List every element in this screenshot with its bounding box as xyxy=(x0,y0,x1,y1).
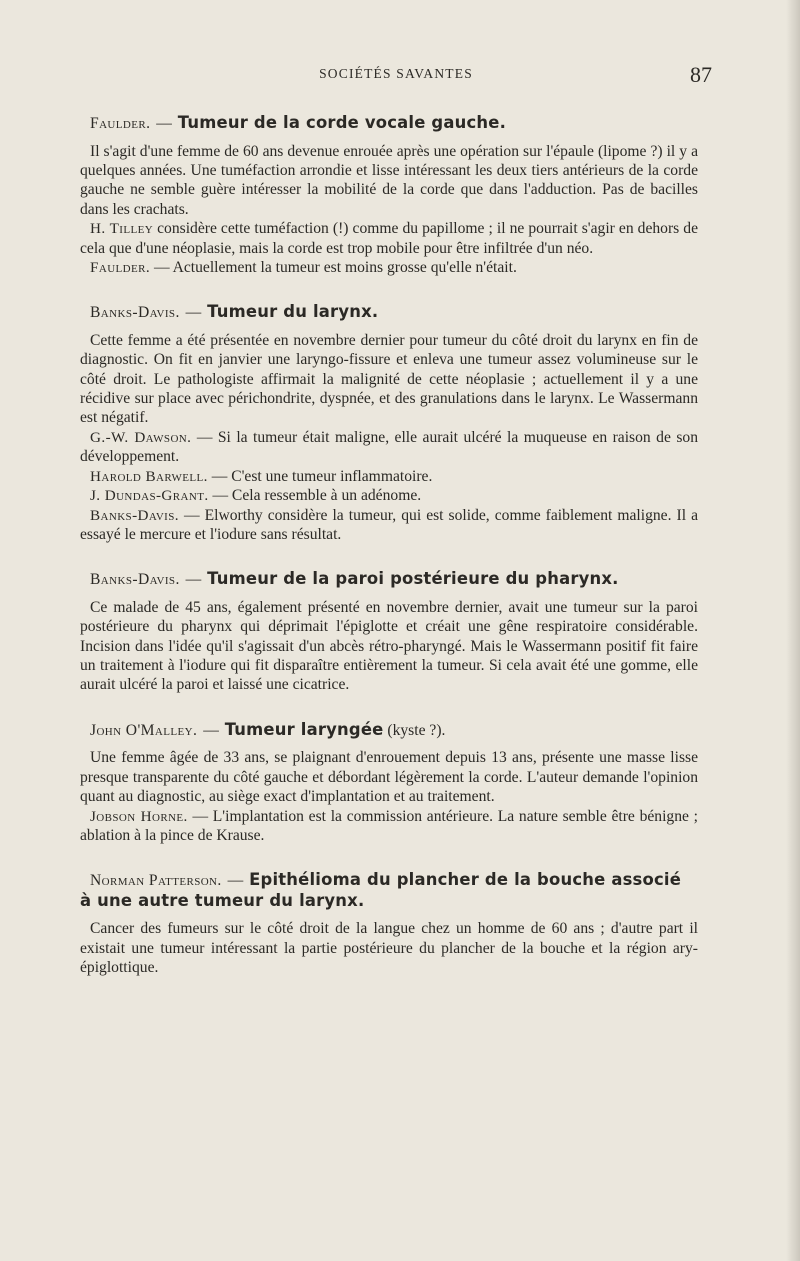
page-body xyxy=(80,113,698,1003)
paragraph xyxy=(80,919,698,977)
paragraph-text: — Elworthy considère la tumeur, qui est solide, comme faiblement maligne. Il a essayé le mercure et l'iodure sans résultat. xyxy=(80,506,699,543)
section-title: Tumeur du larynx. xyxy=(207,302,379,322)
paragraph-text: — Cela ressemble à un adénome. xyxy=(212,487,422,505)
report-patterson-epithelioma xyxy=(80,870,698,977)
report-banks-davis-pharynx xyxy=(80,569,698,695)
paragraph-text: — L'implantation est la commission antérieure. La nature semble être bénigne ; ablation à la pince de Krause. xyxy=(80,807,699,844)
heading-dash: — xyxy=(185,571,202,589)
section-heading xyxy=(80,302,698,323)
page-edge-shadow xyxy=(786,0,800,1261)
report-faulder-corde-vocale xyxy=(80,113,698,277)
section-heading xyxy=(80,870,698,911)
paragraph xyxy=(80,258,698,277)
heading-dash: — xyxy=(185,304,202,322)
section-author: Banks-Davis. xyxy=(90,304,180,322)
section-author: Banks-Davis. xyxy=(90,571,180,589)
paragraph xyxy=(80,598,698,695)
section-title-note: (kyste ?). xyxy=(387,721,446,739)
paragraph xyxy=(80,142,698,220)
paragraph-text: Il s'agit d'une femme de 60 ans devenue enrouée après une opération sur l'épaule (lipome ?) il y a quelques années. Une tuméfaction arrondie et lisse intéressant les deux tiers antérieurs de la corde gauche ne semble guère intéresser la mobilité de la corde que dans l'adduction. Pas de bacilles dans les crachats. xyxy=(80,142,698,218)
paragraph xyxy=(80,486,698,505)
speaker-name: Harold Barwell. xyxy=(90,467,208,485)
speaker-name: Faulder. xyxy=(90,258,151,276)
paragraph-text: considère cette tuméfaction (!) comme du papillome ; il ne pourrait s'agir en dehors de cela que d'une néoplasie, mais la corde est trop mobile pour être infiltrée d'un néo. xyxy=(80,220,698,257)
paragraph xyxy=(80,467,698,486)
report-omalley-tumeur-laryngee xyxy=(80,720,698,846)
section-title: Tumeur laryngée xyxy=(224,719,384,739)
paragraph xyxy=(80,506,698,545)
paragraph-text: Ce malade de 45 ans, également présenté en novembre dernier, avait une tumeur sur la paroi postérieure du pharynx qui déprimait l'épiglotte et créait une gêne respiratoire considérable. Incision dans l'idée qu'il s'agissait d'un abcès rétro-pharyngé. Mais le Wassermann positif fit faire un traitement à l'iodure qui fit disparaître entièrement la tumeur. Si cela avait été une gomme, elle aurait ulcéré la paroi et laissé une cicatrice. xyxy=(80,598,698,694)
paragraph xyxy=(80,219,698,258)
speaker-name: Banks-Davis. xyxy=(90,506,179,524)
paragraph xyxy=(80,748,698,806)
running-title: SOCIÉTÉS SAVANTES xyxy=(319,66,473,81)
speaker-name: J. Dundas-Grant. xyxy=(90,487,209,505)
paragraph-text: Une femme âgée de 33 ans, se plaignant d'enrouement depuis 13 ans, présente une masse lisse presque transparente du côté gauche et débordant légèrement la corde. L'auteur demande l'opinion quant au diagnostic, au siège exact d'implantation et au traitement. xyxy=(80,749,698,806)
paragraph xyxy=(80,331,698,428)
heading-dash: — xyxy=(156,115,172,132)
paragraph-text: Cette femme a été présentée en novembre dernier pour tumeur du côté droit du larynx en fin de diagnostic. On fit en janvier une laryngo-fissure et enleva une tumeur assez volumineuse sur le côté droit. Le pathologiste affirmait la malignité de cette néoplasie ; actuellement il y a une récidive sur place avec périchondrite, dyspnée, et des granulations dans le larynx. Le Wassermann est négatif. xyxy=(80,331,698,427)
section-author: Faulder. xyxy=(90,115,151,132)
heading-dash: — xyxy=(203,721,219,739)
paragraph-text: — Actuellement la tumeur est moins grosse qu'elle n'était. xyxy=(153,258,517,276)
paragraph-text: — C'est une tumeur inflammatoire. xyxy=(211,467,433,485)
running-head xyxy=(80,62,712,88)
report-banks-davis-larynx xyxy=(80,302,698,544)
section-title: Tumeur de la paroi postérieure du pharynx. xyxy=(207,569,619,589)
paragraph xyxy=(80,428,698,467)
speaker-name: G.-W. Dawson. xyxy=(90,428,192,446)
section-heading xyxy=(80,569,698,590)
section-heading xyxy=(80,113,698,134)
section-author: John O'Malley. xyxy=(90,721,198,739)
section-author: Norman Patterson. xyxy=(90,872,222,890)
section-title: Tumeur de la corde vocale gauche. xyxy=(177,113,507,132)
page-number: 87 xyxy=(690,62,712,87)
section-heading xyxy=(80,720,698,741)
paragraph xyxy=(80,807,698,846)
speaker-name: H. Tilley xyxy=(90,220,154,238)
section-title: Epithélioma du plancher de la bouche associé à une autre tumeur du larynx. xyxy=(80,870,682,910)
paragraph-text: — Si la tumeur était maligne, elle aurait ulcéré la muqueuse en raison de son développement. xyxy=(80,428,698,466)
heading-dash: — xyxy=(227,872,244,890)
speaker-name: Jobson Horne. xyxy=(90,807,188,825)
paragraph-text: Cancer des fumeurs sur le côté droit de la langue chez un homme de 60 ans ; d'autre part il existait une tumeur intéressant la partie postérieure du plancher de la bouche et la région ary-épiglottique. xyxy=(80,920,698,977)
